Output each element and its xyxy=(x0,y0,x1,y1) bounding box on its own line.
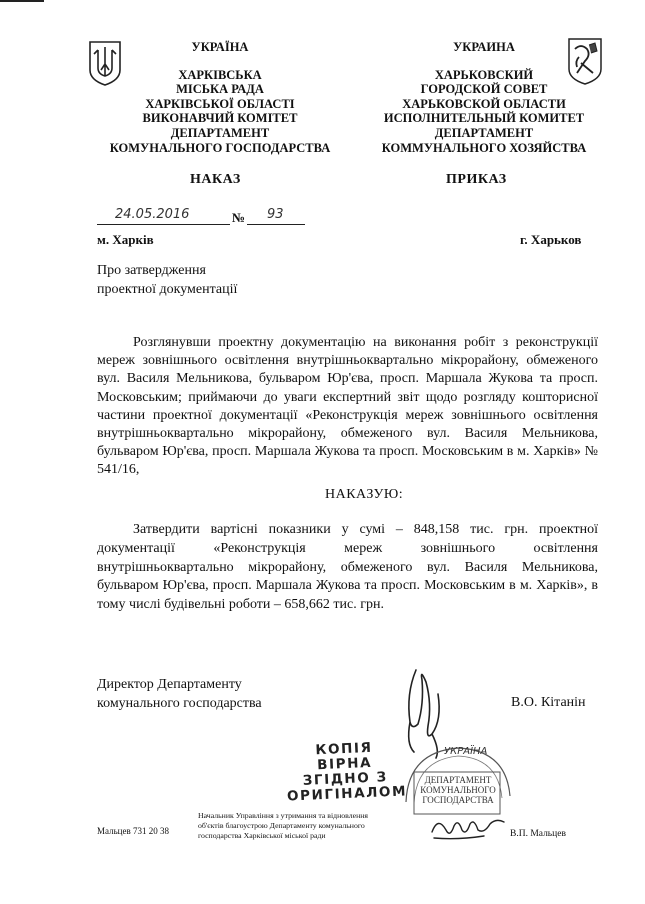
order-number: 93 xyxy=(267,207,284,222)
order-title-ru: ПРИКАЗ xyxy=(446,172,507,187)
signatory-name: В.О. Кітанін xyxy=(511,695,586,710)
header-right-line: КОММУНАЛЬНОГО ХОЗЯЙСТВА xyxy=(381,140,587,155)
header-right-line: ХАРЬКОВСКИЙ xyxy=(434,67,534,82)
number-field xyxy=(247,207,305,225)
header-left-line: ХАРКІВСЬКА xyxy=(178,67,262,82)
header-right-line: ДЕПАРТАМЕНТ xyxy=(434,125,534,140)
number-label: № xyxy=(232,210,246,225)
certifier-position xyxy=(198,811,428,841)
copy-stamp-line: КОПІЯ ВІРНА xyxy=(315,739,373,774)
header-right xyxy=(368,40,600,155)
signatory-title-line: Директор Департаменту xyxy=(97,677,242,692)
certifier-position-line: об'єктів благоустрою Департаменту комунального xyxy=(198,821,365,830)
scan-edge-mark xyxy=(0,0,44,2)
signatory-title xyxy=(97,676,262,713)
dept-stamp-line: КОМУНАЛЬНОГО xyxy=(420,785,496,795)
dept-stamp-top: УКРАЇНА xyxy=(444,746,488,757)
header-left xyxy=(100,40,340,155)
city-ru: г. Харьков xyxy=(520,232,582,247)
preamble-paragraph: Розглянувши проектну документацію на виконання робіт з реконструкції мереж зовнішнього освітлення внутрішньоквартально мікрорайону, обмеженого вул. Василя Мельникова, бульваром Юр'єва, просп. Маршала Жукова та просп. Московським; приймаючи до уваги експертний звіт щодо розгляду кошторисної частини проектної документації «Реконструкція мереж зовнішнього освітлення внутрішньоквартально мікрорайону, обмеженого вул. Василя Мельникова, бульваром Юр'єва, просп. Маршала Жукова та просп. Московським в м. Харків» № 541/16, xyxy=(97,335,598,478)
order-title-ua: НАКАЗ xyxy=(190,172,241,187)
header-left-line: ХАРКІВСЬКОЇ ОБЛАСТІ xyxy=(145,96,295,111)
order-date: 24.05.2016 xyxy=(115,207,190,222)
header-right-line: ХАРЬКОВСКОЙ ОБЛАСТИ xyxy=(402,96,566,111)
dept-stamp-line: ГОСПОДАРСТВА xyxy=(422,795,494,805)
dept-stamp-text xyxy=(416,775,500,805)
header-left-line: ВИКОНАВЧИЙ КОМІТЕТ xyxy=(142,111,298,126)
directive-paragraph: Затвердити вартісні показники у сумі – 848,158 тис. грн. проектної документації «Реконструкція мереж зовнішнього освітлення внутрішньоквартально мікрорайону, обмеженого вул. Василя Мельникова, бульваром Юр'єва, просп. Маршала Жукова та просп. Московським в м. Харків», в тому числі будівельні роботи – 658,662 тис. грн. xyxy=(97,522,598,613)
header-right-line: ИСПОЛНИТЕЛЬНЫЙ КОМИТЕТ xyxy=(383,111,585,126)
subject xyxy=(97,262,237,299)
dept-stamp-line: ДЕПАРТАМЕНТ xyxy=(424,775,492,785)
certifier-name: В.П. Мальцев xyxy=(510,829,566,839)
subject-line: проектної документації xyxy=(97,281,238,297)
date-field xyxy=(97,207,230,225)
header-left-line: МІСЬКА РАДА xyxy=(176,82,264,97)
executor-contact: Мальцев 731 20 38 xyxy=(97,826,169,836)
certifier-signature xyxy=(428,810,508,844)
subject-line: Про затвердження xyxy=(97,263,206,278)
header-right-country: УКРАИНА xyxy=(453,40,515,54)
order-word: НАКАЗУЮ: xyxy=(325,487,404,502)
header-left-country: УКРАЇНА xyxy=(191,40,249,54)
certifier-position-line: Начальник Управління з утримання та відновлення xyxy=(198,811,369,820)
copy-certified-stamp xyxy=(285,739,406,804)
copy-stamp-line: ЗГІДНО З xyxy=(302,769,389,789)
signatory-title-line: комунального господарства xyxy=(97,695,262,711)
copy-stamp-line: ОРИГІНАЛОМ xyxy=(286,783,408,805)
certifier-position-line: господарства Харківської міської ради xyxy=(198,831,326,840)
header-right-line: ГОРОДСКОЙ СОВЕТ xyxy=(420,82,548,97)
header-left-line: КОМУНАЛЬНОГО ГОСПОДАРСТВА xyxy=(109,140,331,155)
header-left-line: ДЕПАРТАМЕНТ xyxy=(170,125,270,140)
city-ua: м. Харків xyxy=(97,232,154,247)
